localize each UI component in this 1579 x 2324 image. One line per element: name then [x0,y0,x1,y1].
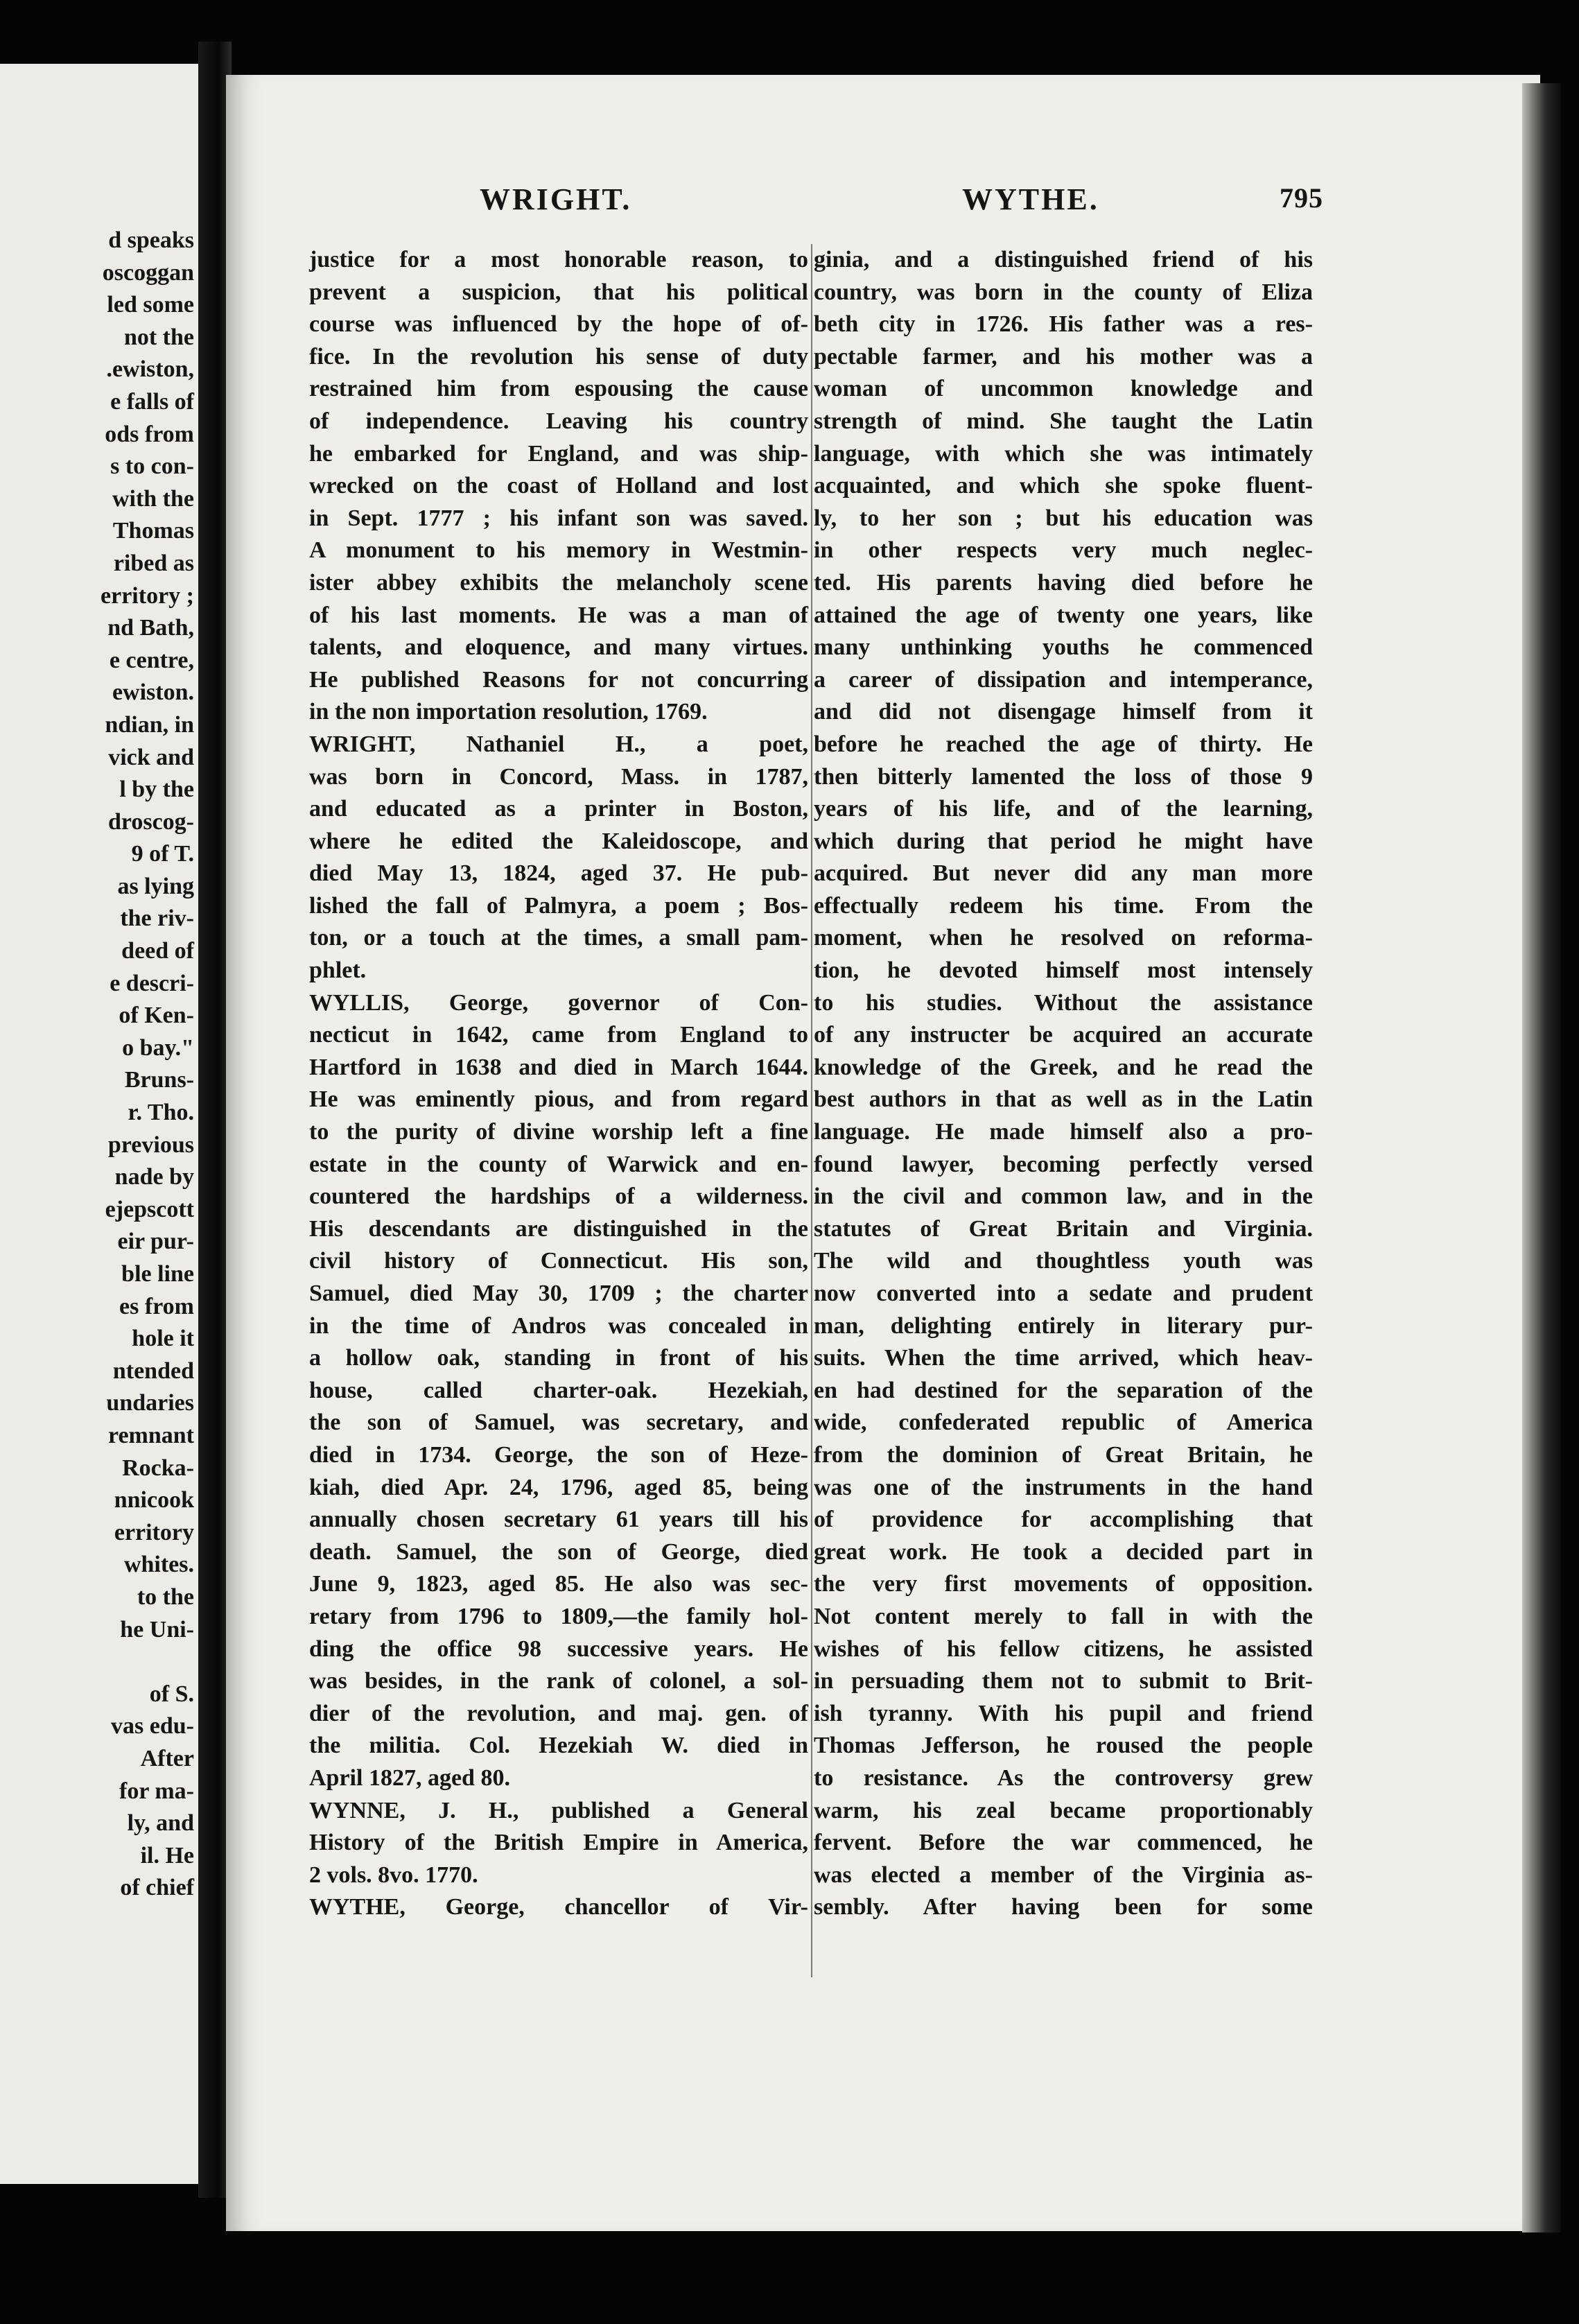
text-line: best authors in that as well as in the Latin [814,1086,1313,1113]
text-line: years of his life, and of the learning, [814,796,1313,822]
text-line: from the dominion of Great Britain, he [814,1441,1313,1468]
previous-page-line: After [140,1745,194,1771]
text-line: restrained him from espousing the cause [309,376,808,402]
text-line: countered the hardships of a wilderness. [309,1183,808,1210]
column-rule [811,244,812,1977]
previous-page-line: nnicook [114,1487,194,1514]
previous-page-line: undaries [106,1390,194,1416]
previous-page-line: he Uni- [120,1616,194,1642]
text-line: the son of Samuel, was secretary, and [309,1410,808,1436]
previous-page-line: e centre, [109,647,194,673]
running-head [226,182,1540,230]
text-line: effectually redeem his time. From the [814,892,1313,919]
text-line: sembly. After having been for some [814,1894,1313,1920]
text-line: necticut in 1642, came from England to [309,1022,808,1048]
text-line: country, was born in the county of Eliza [814,279,1313,305]
text-line: WRIGHT, Nathaniel H., a poet, [309,731,808,757]
previous-page-line: es from [119,1293,194,1319]
previous-page-line [0,1646,194,1679]
text-line: the very first movements of opposition. [814,1571,1313,1597]
text-line: a career of dissipation and intemperance, [814,666,1313,693]
previous-page-line: previous [107,1131,194,1158]
previous-page-line: nade by [114,1164,194,1190]
text-line: kiah, died Apr. 24, 1796, aged 85, being [309,1474,808,1500]
text-line: now converted into a sedate and prudent [814,1281,1313,1306]
text-line: wrecked on the coast of Holland and lost [309,473,808,499]
text-line: the militia. Col. Hezekiah W. died in [309,1733,808,1759]
previous-page-line: s to con- [110,453,194,480]
text-line: en had destined for the separation of the [814,1377,1313,1403]
text-line: Not content merely to fall in with the [814,1603,1313,1629]
text-line: man, delighting entirely in literary pur- [814,1312,1313,1339]
previous-page-line: r. Tho. [128,1100,194,1126]
text-line: in the non importation resolution, 1769. [309,699,708,725]
text-line: phlet. [309,957,367,984]
text-line: warm, his zeal became proportionably [814,1797,1313,1823]
page-number: 795 [1280,182,1323,214]
previous-page-line: droscog- [107,808,194,835]
text-line: talents, and eloquence, and many virtues. [309,634,808,661]
text-line: fice. In the revolution his sense of duty [309,343,808,370]
previous-page-line: vick and [108,744,194,770]
text-line: ister abbey exhibits the melancholy scene [309,569,808,596]
text-line: His descendants are distinguished in the [309,1215,808,1242]
text-line: Hartford in 1638 and died in March 1644. [309,1054,808,1080]
text-line: acquainted, and which she spoke fluent- [814,473,1313,499]
text-line: in the civil and common law, and in the [814,1183,1313,1210]
previous-page-line: ewiston. [112,679,194,706]
page-edge-shadow [1522,83,1561,2232]
text-line: ginia, and a distinguished friend of his [814,247,1313,272]
previous-page-line: ntended [112,1358,194,1384]
text-line: was elected a member of the Virginia as- [814,1862,1313,1888]
previous-page-line: of chief [120,1875,194,1901]
previous-page-line: ly, and [127,1810,194,1837]
previous-page-line: ods from [105,421,194,447]
running-head-left: WRIGHT. [480,182,632,216]
text-line: wide, confederated republic of America [814,1410,1313,1436]
text-line: before he reached the age of thirty. He [814,731,1313,757]
previous-page-line: e descri- [110,970,194,996]
text-line: house, called charter-oak. Hezekiah, [309,1377,808,1403]
previous-page-line: e falls of [110,388,194,415]
previous-page-line: ndian, in [105,711,194,738]
previous-page-line: nd Bath, [107,615,194,641]
text-line: then bitterly lamented the loss of those 9 [814,763,1313,790]
text-line: acquired. But never did any man more [814,860,1313,887]
previous-page-line: erritory [114,1519,194,1545]
running-head-right: WYTHE. [962,182,1099,216]
previous-page-line: Rocka- [122,1455,194,1481]
text-line: great work. He took a decided part in [814,1538,1313,1565]
previous-page-line: as lying [117,873,194,899]
text-line: to resistance. As the controversy grew [814,1764,1313,1791]
previous-page-line: erritory ; [101,582,194,609]
previous-page-line: for ma- [119,1778,194,1804]
text-line: of providence for accomplishing that [814,1507,1313,1533]
previous-page-line: o bay." [122,1034,194,1061]
previous-page-line: ejepscott [105,1196,194,1222]
text-line: moment, when he resolved on reforma- [814,925,1313,951]
text-line: wishes of his fellow citizens, he assisted [814,1636,1313,1662]
text-line: found lawyer, becoming perfectly versed [814,1151,1313,1177]
previous-page-line: the riv- [120,905,194,932]
previous-page-line: oscoggan [102,259,194,286]
previous-page-line: il. He [140,1842,194,1868]
text-line: course was influenced by the hope of of- [309,311,808,338]
text-line: of independence. Leaving his country [309,408,808,434]
text-line: ted. His parents having died before he [814,569,1313,596]
text-line: language. He made himself also a pro- [814,1119,1313,1145]
text-line: civil history of Connecticut. His son, [309,1248,808,1274]
text-line: in the time of Andros was concealed in [309,1312,808,1339]
text-line: justice for a most honorable reason, to [309,247,808,272]
previous-page-line: hole it [132,1326,194,1352]
text-line: many unthinking youths he commenced [814,634,1313,661]
text-line: ton, or a touch at the times, a small pam- [309,925,808,951]
text-line: attained the age of twenty one years, like [814,602,1313,628]
left-column [309,244,808,1924]
text-line: in other respects very much neglec- [814,537,1313,564]
text-line: June 9, 1823, aged 85. He also was sec- [309,1571,808,1597]
text-line: The wild and thoughtless youth was [814,1248,1313,1274]
text-line: WYLLIS, George, governor of Con- [309,989,808,1016]
text-line: in Sept. 1777 ; his infant son was saved. [309,505,808,531]
previous-page-line: d speaks [108,227,194,253]
previous-page-line: to the [137,1584,194,1610]
text-line: He published Reasons for not concurring [309,666,808,693]
text-line: WYTHE, George, chancellor of Vir- [309,1894,808,1920]
text-line: April 1827, aged 80. [309,1764,510,1791]
text-line: lished the fall of Palmyra, a poem ; Bos- [309,892,808,919]
text-line: ding the office 98 successive years. He [309,1636,808,1662]
text-line: estate in the county of Warwick and en- [309,1151,808,1177]
text-line: WYNNE, J. H., published a General [309,1797,808,1823]
text-line: in persuading them not to submit to Brit- [814,1668,1313,1694]
previous-page-sliver [0,64,198,2184]
text-line: annually chosen secretary 61 years till his [309,1507,808,1533]
text-line: and educated as a printer in Boston, [309,796,808,822]
text-line: A monument to his memory in Westmin- [309,537,808,564]
text-line: tion, he devoted himself most intensely [814,957,1313,984]
previous-page-line: ribed as [113,550,194,576]
text-line: suits. When the time arrived, which heav- [814,1345,1313,1371]
text-line: woman of uncommon knowledge and [814,376,1313,402]
text-line: was born in Concord, Mass. in 1787, [309,763,808,790]
text-line: strength of mind. She taught the Latin [814,408,1313,434]
text-line: was besides, in the rank of colonel, a sol- [309,1668,808,1694]
previous-page-line: deed of [121,938,194,964]
previous-page-line: 9 of T. [131,841,194,867]
text-line: ish tyranny. With his pupil and friend [814,1700,1313,1726]
text-line: where he edited the Kaleidoscope, and [309,828,808,854]
text-line: died May 13, 1824, aged 37. He pub- [309,860,808,887]
previous-page-line: led some [107,292,194,318]
previous-page-line: remnant [107,1422,194,1448]
text-line: to the purity of divine worship left a fine [309,1119,808,1145]
previous-page-line: ble line [121,1261,194,1287]
text-line: of his last moments. He was a man of [309,602,808,628]
text-line: pectable farmer, and his mother was a [814,343,1313,370]
text-line: a hollow oak, standing in front of his [309,1345,808,1371]
text-line: prevent a suspicion, that his political [309,279,808,305]
previous-page-line: whites. [123,1552,194,1578]
text-line: History of the British Empire in America, [309,1830,808,1856]
text-line: dier of the revolution, and maj. gen. of [309,1700,808,1726]
text-line: He was eminently pious, and from regard [309,1086,808,1113]
previous-page-line: Thomas [112,518,194,544]
text-line: of any instructer be acquired an accurate [814,1022,1313,1048]
previous-page-line: vas edu- [111,1713,194,1740]
text-line: language, with which she was intimately [814,440,1313,467]
previous-page-line: l by the [119,777,194,803]
previous-page-line: of S. [149,1681,194,1707]
text-line: Samuel, died May 30, 1709 ; the charter [309,1281,808,1306]
previous-page-line: eir pur- [117,1229,194,1255]
text-line: died in 1734. George, the son of Heze- [309,1441,808,1468]
previous-page-line: Bruns- [124,1067,194,1093]
text-line: ly, to her son ; but his education was [814,505,1313,531]
text-line: retary from 1796 to 1809,—the family hol- [309,1603,808,1629]
text-line: fervent. Before the war commenced, he [814,1830,1313,1856]
text-line: statutes of Great Britain and Virginia. [814,1215,1313,1242]
text-line: knowledge of the Greek, and he read the [814,1054,1313,1080]
text-line: 2 vols. 8vo. 1770. [309,1862,478,1888]
text-line: was one of the instruments in the hand [814,1474,1313,1500]
text-line: he embarked for England, and was ship- [309,440,808,467]
previous-page-line: of Ken- [119,1003,194,1029]
text-line: and did not disengage himself from it [814,699,1313,725]
previous-page-line: with the [112,485,194,512]
text-line: beth city in 1726. His father was a res- [814,311,1313,338]
text-line: death. Samuel, the son of George, died [309,1538,808,1565]
right-column [814,244,1313,1924]
previous-page-line: not the [123,324,194,350]
text-line: to his studies. Without the assistance [814,989,1313,1016]
previous-page-line: .ewiston, [106,356,194,383]
text-line: Thomas Jefferson, he roused the people [814,1733,1313,1759]
previous-page-text [0,225,194,1905]
text-line: which during that period he might have [814,828,1313,854]
